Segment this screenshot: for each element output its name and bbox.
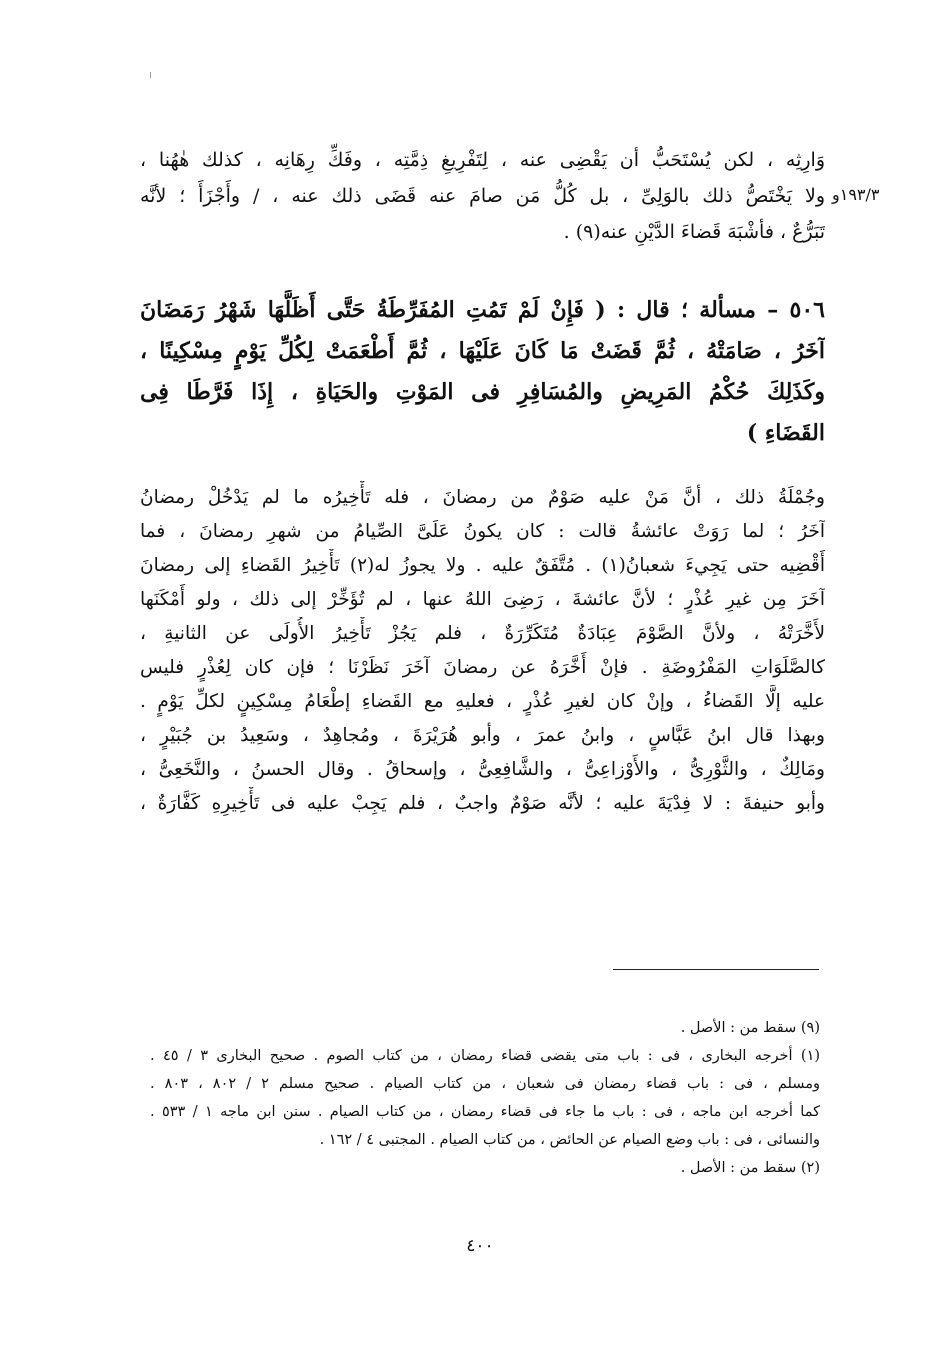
masalah-heading [140,290,825,454]
bold-line: القَضَاءِ ) [746,420,825,446]
footnote: (٢) سقط من : الأصل . [680,1160,820,1176]
scan-mark [150,72,151,78]
bold-line: وكَذَلِكَ حُكْمُ المَرِيضِ والمُسَافِرِ فى المَوْتِ والحَيَاةِ ، إِذَا فَرَّطَا فِى [140,379,825,405]
text-line: وبهذا قال ابنُ عَبَّاسٍ ، وابنُ عمرَ ، وأبو هُرَيْرَةَ ، ومُجاهِدٌ ، وسَعِيدُ بن جُبَيْرٍ ، [140,725,825,746]
footnote: (١) أخرجه البخارى ، فى : باب متى يقضى قضاء رمضان ، من كتاب الصوم . صحيح البخارى ٣ / ٤٥ . [150,1048,820,1064]
bold-line: آخَرُ ، صَامَتْهُ ، ثُمَّ قَضَتْ مَا كَانَ عَلَيْهَا ، ثُمَّ أَطْعَمَتْ لِكُلِّ يَوْمٍ مِسْكِينًا ، [140,338,825,364]
footnote: (٩) سقط من : الأصل . [680,1020,820,1036]
bold-line: ٥٠٦ – مسألة ؛ قال : ( فَإِنْ لَمْ تَمُتِ المُفَرِّطَةُ حَتَّى أَظَلَّهَا شَهْرُ رَمَضَانَ [140,297,825,323]
footnote-separator [613,969,819,970]
footnote: والنسائى ، فى : باب وضع الصيام عن الحائض ، من كتاب الصيام . المجتبى ٤ / ١٦٢ . [319,1132,820,1148]
text-line: آخَرُ ؛ لما رَوَتْ عائشةُ قالت : كان يكونُ عَلَىَّ الصِّيامُ من شهرِ رمضانَ ، فما [140,521,825,542]
text-line: وَارِثِه ، لكن يُسْتَحَبُّ أن يَقْضِى عنه ، لِتَفْرِيغِ ذِمَّتِه ، وفَكِّ رِهَانِه ، كذلك هٰهُنا ، [140,149,825,171]
text-line: كالصَّلَوَاتِ المَفْرُوضَةِ . فإنْ أَخَّرَهُ عن رمضانَ آخَرَ نَظَرْنَا ؛ فإن كان لِعُذْرٍ فليس [140,657,825,678]
footnotes [150,1014,820,1182]
commentary-paragraph [140,481,825,821]
text-line: وجُمْلَةُ ذلك ، أنَّ مَنْ عليه صَوْمٌ من رمضانَ ، فله تَأْخِيرُه ما لم يَدْخُلْ رمضانُ [140,487,825,508]
text-line: لأَخَّرَتْهُ ، ولأنَّ الصَّوْمَ عِبَادَةٌ مُتَكَرِّرَةٌ ، فلم يَجُزْ تَأْخِيرُ الأُولَى عن الثانيةِ ، [140,623,825,644]
text-line: ومَالِكٌ ، والثَّوْرِىُّ ، والأَوْزاعِىُّ ، والشَّافِعِىُّ ، وإسحاقُ . وقال الحسنُ ، والنَّخَعِىُّ ، [140,759,825,780]
paragraph-continuation [140,142,825,250]
text-line: عليه إلَّا القَضاءُ ، وإنْ كان لغيرِ عُذْرٍ ، فعليهِ مع القَضاءِ إطْعَامُ مِسْكِينٍ لكلِّ يَوْمٍ . [140,691,825,712]
margin-folio-reference: ١٩٣/٣و [832,185,880,204]
footnote: ومسلم ، فى : باب قضاء رمضان فى شعبان ، من كتاب الصيام . صحيح مسلم ٢ / ٨٠٢ ، ٨٠٣ . [150,1076,820,1092]
footnote: كما أخرجه ابن ماجه ، فى : باب ما جاء فى قضاء رمضان ، من كتاب الصيام . سنن ابن ماجه ١ / ٥٣٣ . [150,1104,820,1120]
text-line: أَقْضِيه حتى يَجِيءَ شعبانُ(١) . مُتَّفَقٌ عليه . ولا يجوزُ له(٢) تَأْخِيرُ القَضاءِ إلى رمضانَ [140,555,825,576]
text-line: وأبو حنيفةَ : لا فِدْيَةَ عليه ؛ لأنَّه صَوْمٌ واجبٌ ، فلم يَجِبْ عليه فى تَأْخِيرِهِ كَفَّارَةٌ ، [140,793,825,814]
text-line: تَبَرُّعٌ ، فأشْبَهَ قَضاءَ الدَّيْنِ عنه(٩) . [563,221,825,243]
text-line: ولا يَخْتَصُّ ذلك بالوَلِىِّ ، بل كُلُّ مَن صامَ عنه قَضَى ذلك عنه ، / وأَجْزَأَ ؛ لأنَّه [140,185,825,207]
text-line: آخَرَ مِن غيرِ عُذْرٍ ؛ لأنَّ عائشةَ ، رَضِىَ اللهُ عنها ، لم تُؤَخِّرْ إلى ذلك ، ولو أَمْكَنَها [140,589,825,610]
page-number: ٤٠٠ [466,1236,494,1256]
